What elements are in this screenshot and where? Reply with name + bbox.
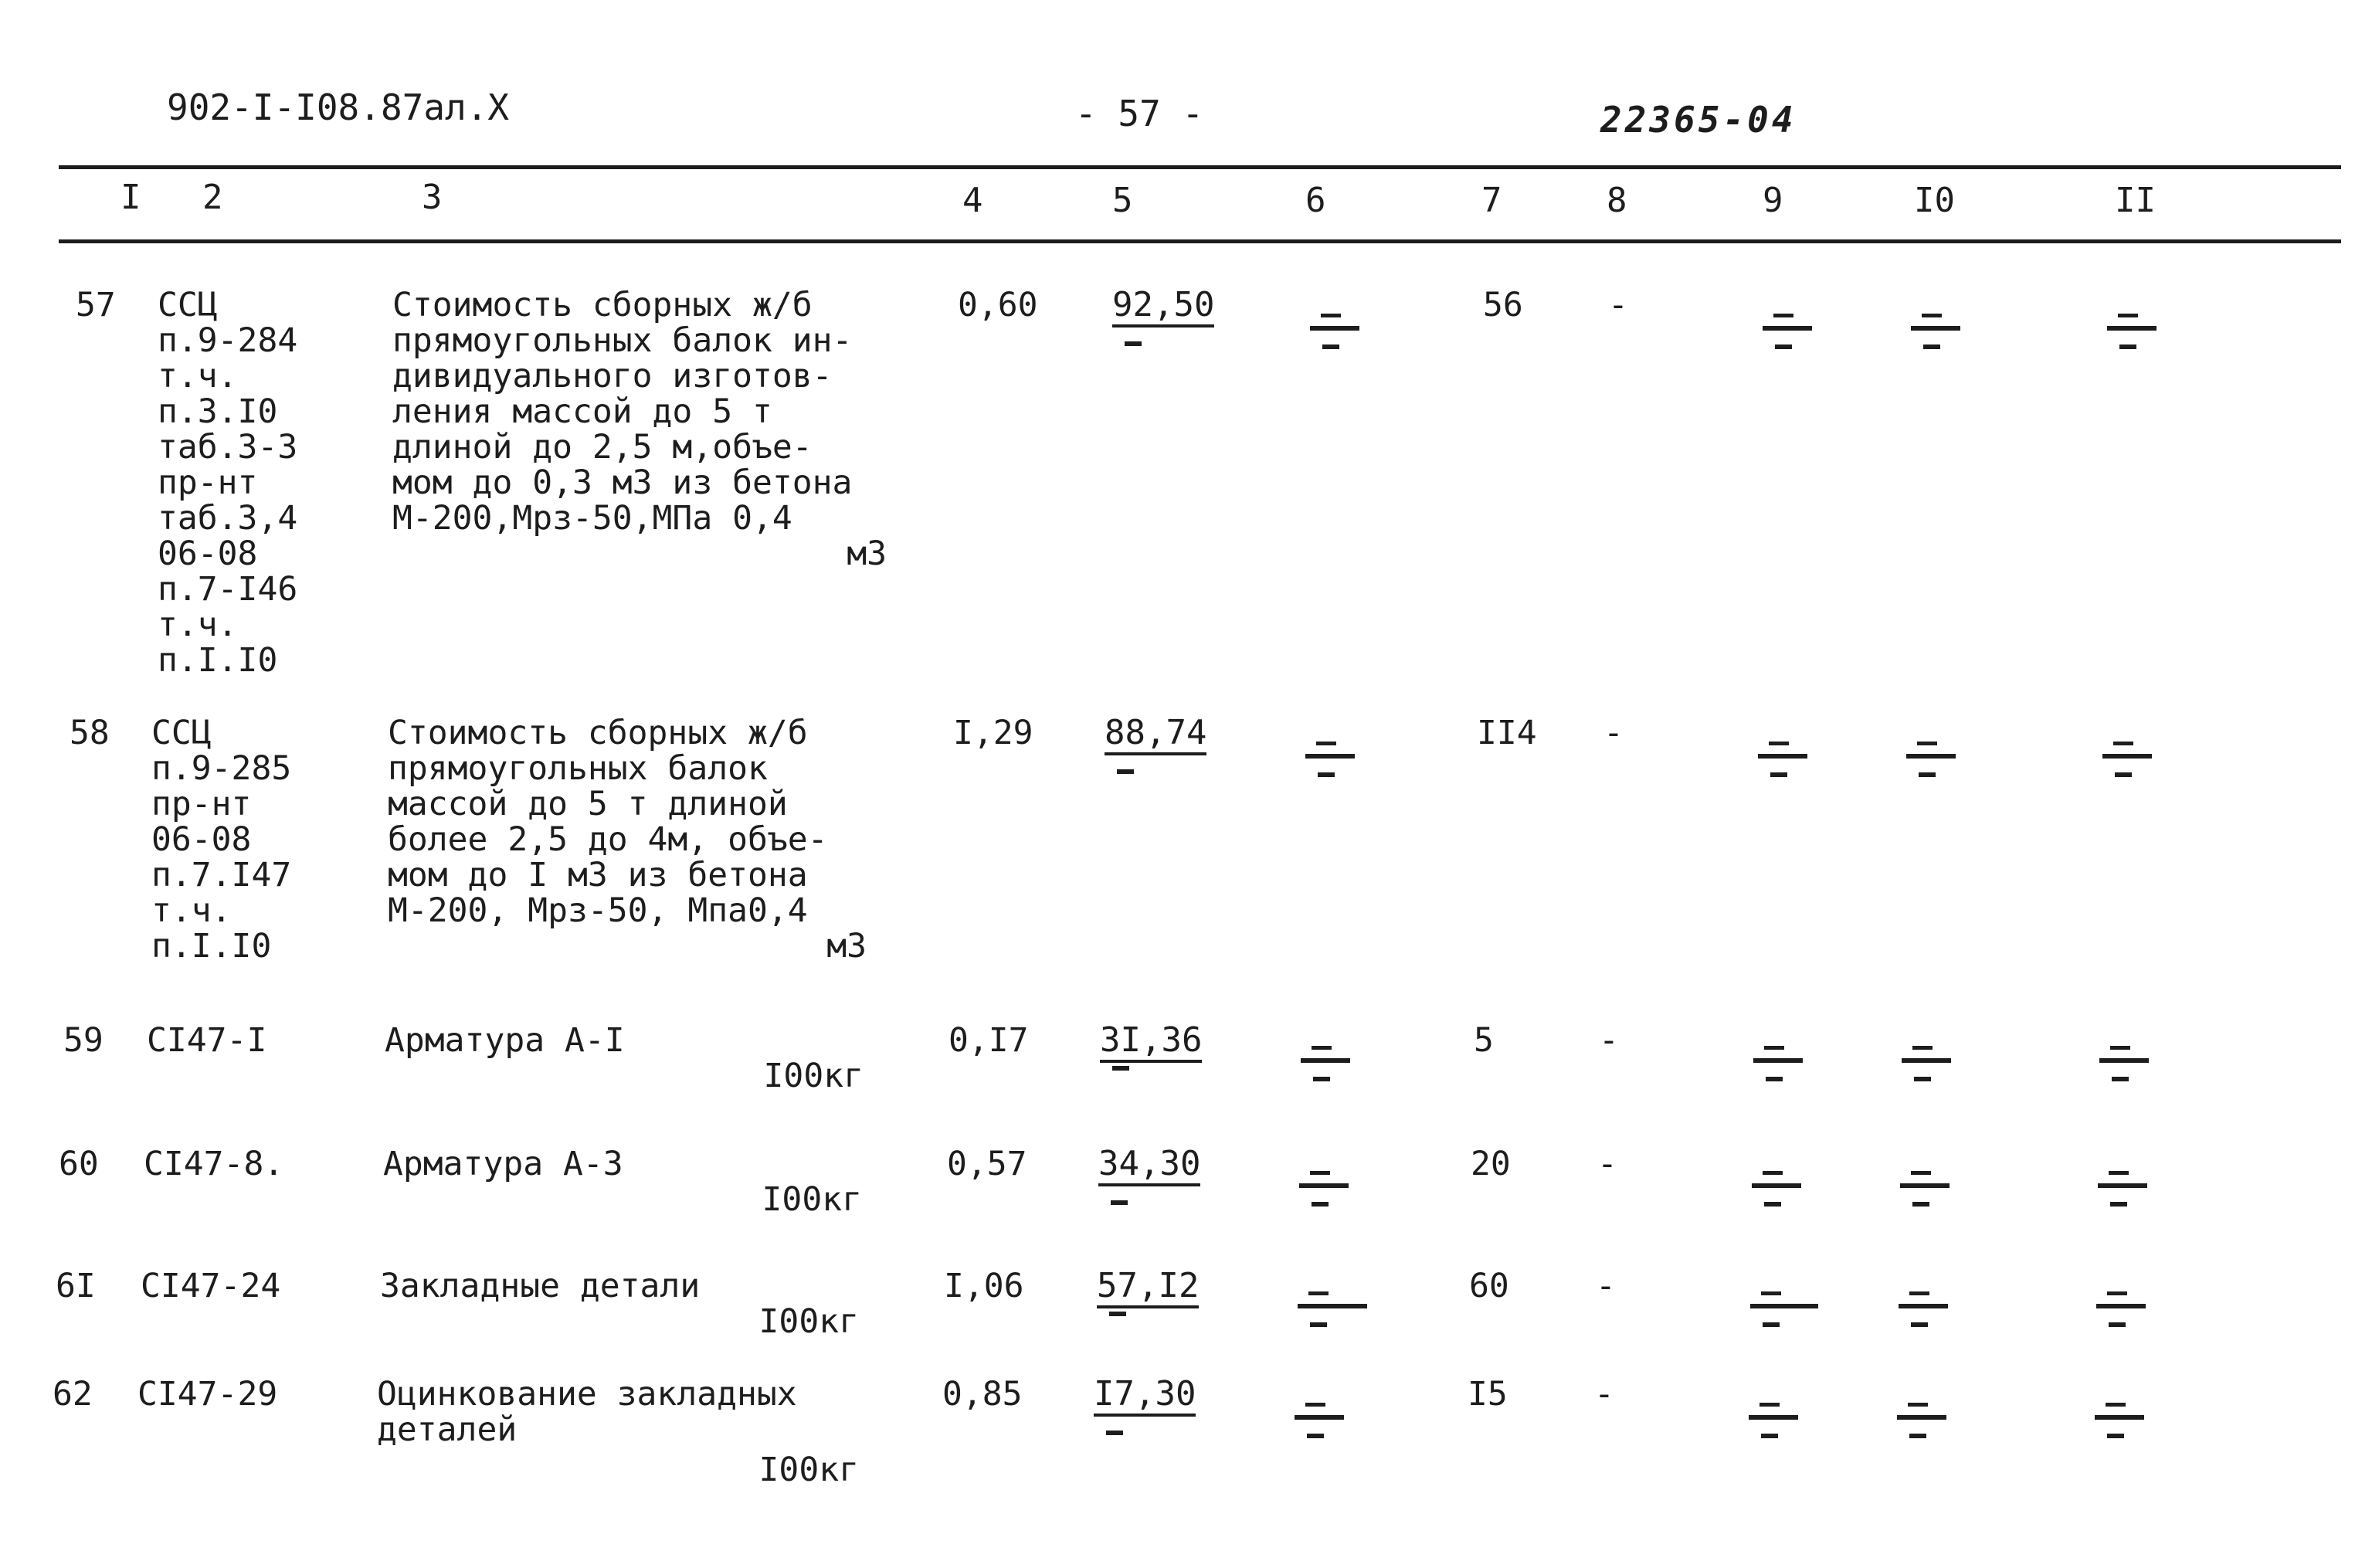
empty-fraction-mark: [1749, 1392, 1803, 1446]
code-line: п.I.I0: [158, 641, 278, 680]
empty-fraction-mark: [1900, 1160, 1954, 1214]
empty-fraction-mark: [1911, 303, 1965, 357]
column-header-4: 4: [962, 181, 983, 220]
row-code: [147, 1023, 266, 1058]
empty-fraction-mark: [1298, 1281, 1352, 1335]
empty-fraction-mark: [1897, 1392, 1951, 1446]
row-number: 62: [53, 1375, 93, 1414]
row-code: [144, 1146, 283, 1182]
code-line: таб.3,4: [158, 499, 298, 538]
code-line: п.7.I47: [151, 856, 292, 894]
row-description: [377, 1376, 859, 1488]
row-description: [385, 1023, 864, 1094]
column-7-value: 60: [1469, 1267, 1509, 1305]
empty-fraction-mark: [1752, 1160, 1806, 1214]
description-line: прямоугольных балок: [388, 749, 768, 788]
empty-fraction-mark: [2107, 303, 2161, 357]
description-line: М-200, Мрз-50, Мпа0,4: [388, 891, 808, 930]
description-line: более 2,5 до 4м, объе-: [388, 820, 828, 859]
empty-fraction-mark: [1305, 731, 1359, 785]
row-number: 58: [70, 714, 110, 752]
code-line: СI47-29: [137, 1375, 278, 1414]
code-line: таб.3-3: [158, 428, 298, 467]
description-line: ления массой до 5 т: [392, 392, 772, 431]
description-line: Закладные детали: [380, 1267, 701, 1305]
unit-label: м3: [826, 927, 867, 966]
row-number: 60: [59, 1145, 99, 1183]
empty-fraction-mark: [1763, 303, 1817, 357]
code-line: ССЦ: [158, 286, 218, 324]
empty-fraction-mark: [1750, 1281, 1804, 1335]
empty-fraction-mark: [1753, 1035, 1807, 1089]
quantity: I,29: [953, 714, 1033, 752]
row-number: 6I: [56, 1267, 96, 1305]
description-line: мом до 0,3 м3 из бетона: [392, 463, 853, 502]
code-line: 06-08: [151, 820, 252, 859]
column-7-value: 5: [1474, 1021, 1494, 1060]
header-bottom-rule: [59, 239, 2341, 243]
unit-label: I00кг: [763, 1057, 864, 1095]
quantity: 0,85: [942, 1375, 1023, 1414]
quantity: 0,I7: [948, 1021, 1029, 1060]
column-8-value: -: [1596, 1267, 1616, 1305]
empty-fraction-mark: [1906, 731, 1960, 785]
code-line: т.ч.: [158, 357, 238, 395]
column-header-8: 8: [1607, 181, 1627, 220]
code-line: т.ч.: [158, 606, 238, 644]
column-header-2: 2: [202, 178, 223, 217]
column-8-value: -: [1597, 1145, 1617, 1183]
document-stamp: 22365-04: [1600, 99, 1797, 141]
description-line: мом до I м3 из бетона: [388, 856, 808, 894]
code-line: 06-08: [158, 535, 258, 573]
empty-fraction-mark: [2098, 1160, 2152, 1214]
code-line: пр-нт: [158, 463, 258, 502]
code-line: СI47-8.: [144, 1145, 284, 1183]
empty-fraction-mark: [2095, 1392, 2149, 1446]
column-header-10: I0: [1914, 181, 1955, 220]
document-code: 902-I-I08.87ал.X: [167, 87, 510, 128]
column-7-value: I5: [1468, 1375, 1508, 1414]
empty-fraction-mark: [2102, 731, 2157, 785]
row-code: [141, 1268, 280, 1304]
column-8-value: -: [1608, 286, 1628, 324]
unit-price: 3I,36: [1100, 1023, 1202, 1071]
unit-label: I00кг: [758, 1302, 859, 1341]
unit-price: 34,30: [1098, 1146, 1200, 1205]
header-top-rule: [59, 165, 2341, 169]
unit-label: I00кг: [762, 1180, 862, 1219]
column-8-value: -: [1603, 714, 1624, 752]
description-line: Стоимость сборных ж/б: [388, 714, 808, 752]
code-line: пр-нт: [151, 785, 252, 823]
column-header-9: 9: [1763, 181, 1783, 220]
empty-fraction-mark: [1310, 303, 1364, 357]
empty-fraction-mark: [1295, 1392, 1349, 1446]
description-line: длиной до 2,5 м,объе-: [392, 428, 813, 467]
description-line: Арматура А-I: [385, 1021, 625, 1060]
row-code: [137, 1376, 277, 1412]
code-line: т.ч.: [151, 891, 232, 930]
empty-fraction-mark: [2099, 1035, 2153, 1089]
page-number: - 57 -: [1075, 93, 1204, 134]
column-header-6: 6: [1305, 181, 1326, 220]
code-line: СI47-24: [141, 1267, 281, 1305]
description-line: массой до 5 т длиной: [388, 785, 788, 823]
description-line: дивидуального изготов-: [392, 357, 833, 395]
unit-price: 57,I2: [1097, 1268, 1199, 1316]
code-line: ССЦ: [151, 714, 212, 752]
column-header-7: 7: [1481, 181, 1502, 220]
description-line: прямоугольных балок ин-: [392, 321, 853, 360]
row-number: 57: [76, 286, 116, 324]
unit-price: I7,30: [1094, 1376, 1196, 1435]
unit-price: 88,74: [1105, 715, 1206, 774]
column-7-value: 20: [1471, 1145, 1511, 1183]
unit-price: 92,50: [1112, 287, 1214, 346]
row-code: [151, 715, 291, 964]
empty-fraction-mark: [1301, 1035, 1355, 1089]
unit-label: I00кг: [758, 1451, 859, 1489]
empty-fraction-mark: [1758, 731, 1812, 785]
description-line: Арматура А-3: [383, 1145, 623, 1183]
column-7-value: II4: [1477, 714, 1537, 752]
empty-fraction-mark: [2096, 1281, 2150, 1335]
row-description: [380, 1268, 859, 1339]
row-description: [392, 287, 887, 572]
row-description: [388, 715, 867, 964]
row-code: [158, 287, 297, 678]
column-header-5: 5: [1112, 181, 1133, 220]
code-line: п.7-I46: [158, 570, 298, 609]
code-line: п.I.I0: [151, 927, 272, 966]
row-number: 59: [63, 1021, 103, 1060]
column-8-value: -: [1594, 1375, 1614, 1414]
description-line: Стоимость сборных ж/б: [392, 286, 813, 324]
column-7-value: 56: [1483, 286, 1523, 324]
empty-fraction-mark: [1299, 1160, 1353, 1214]
quantity: 0,60: [958, 286, 1038, 324]
quantity: 0,57: [947, 1145, 1027, 1183]
description-line: деталей: [377, 1410, 517, 1449]
code-line: п.9-284: [158, 321, 298, 360]
code-line: п.3.I0: [158, 392, 278, 431]
code-line: п.9-285: [151, 749, 292, 788]
column-header-11: II: [2115, 181, 2156, 220]
empty-fraction-mark: [1902, 1035, 1956, 1089]
column-header-1: I: [120, 178, 141, 217]
empty-fraction-mark: [1899, 1281, 1953, 1335]
description-line: Оцинкование закладных: [377, 1375, 797, 1414]
unit-label: м3: [847, 535, 887, 573]
description-line: М-200,Мрз-50,МПа 0,4: [392, 499, 792, 538]
column-header-3: 3: [422, 178, 443, 217]
column-8-value: -: [1599, 1021, 1619, 1060]
row-description: [383, 1146, 862, 1217]
code-line: СI47-I: [147, 1021, 267, 1060]
quantity: I,06: [944, 1267, 1024, 1305]
